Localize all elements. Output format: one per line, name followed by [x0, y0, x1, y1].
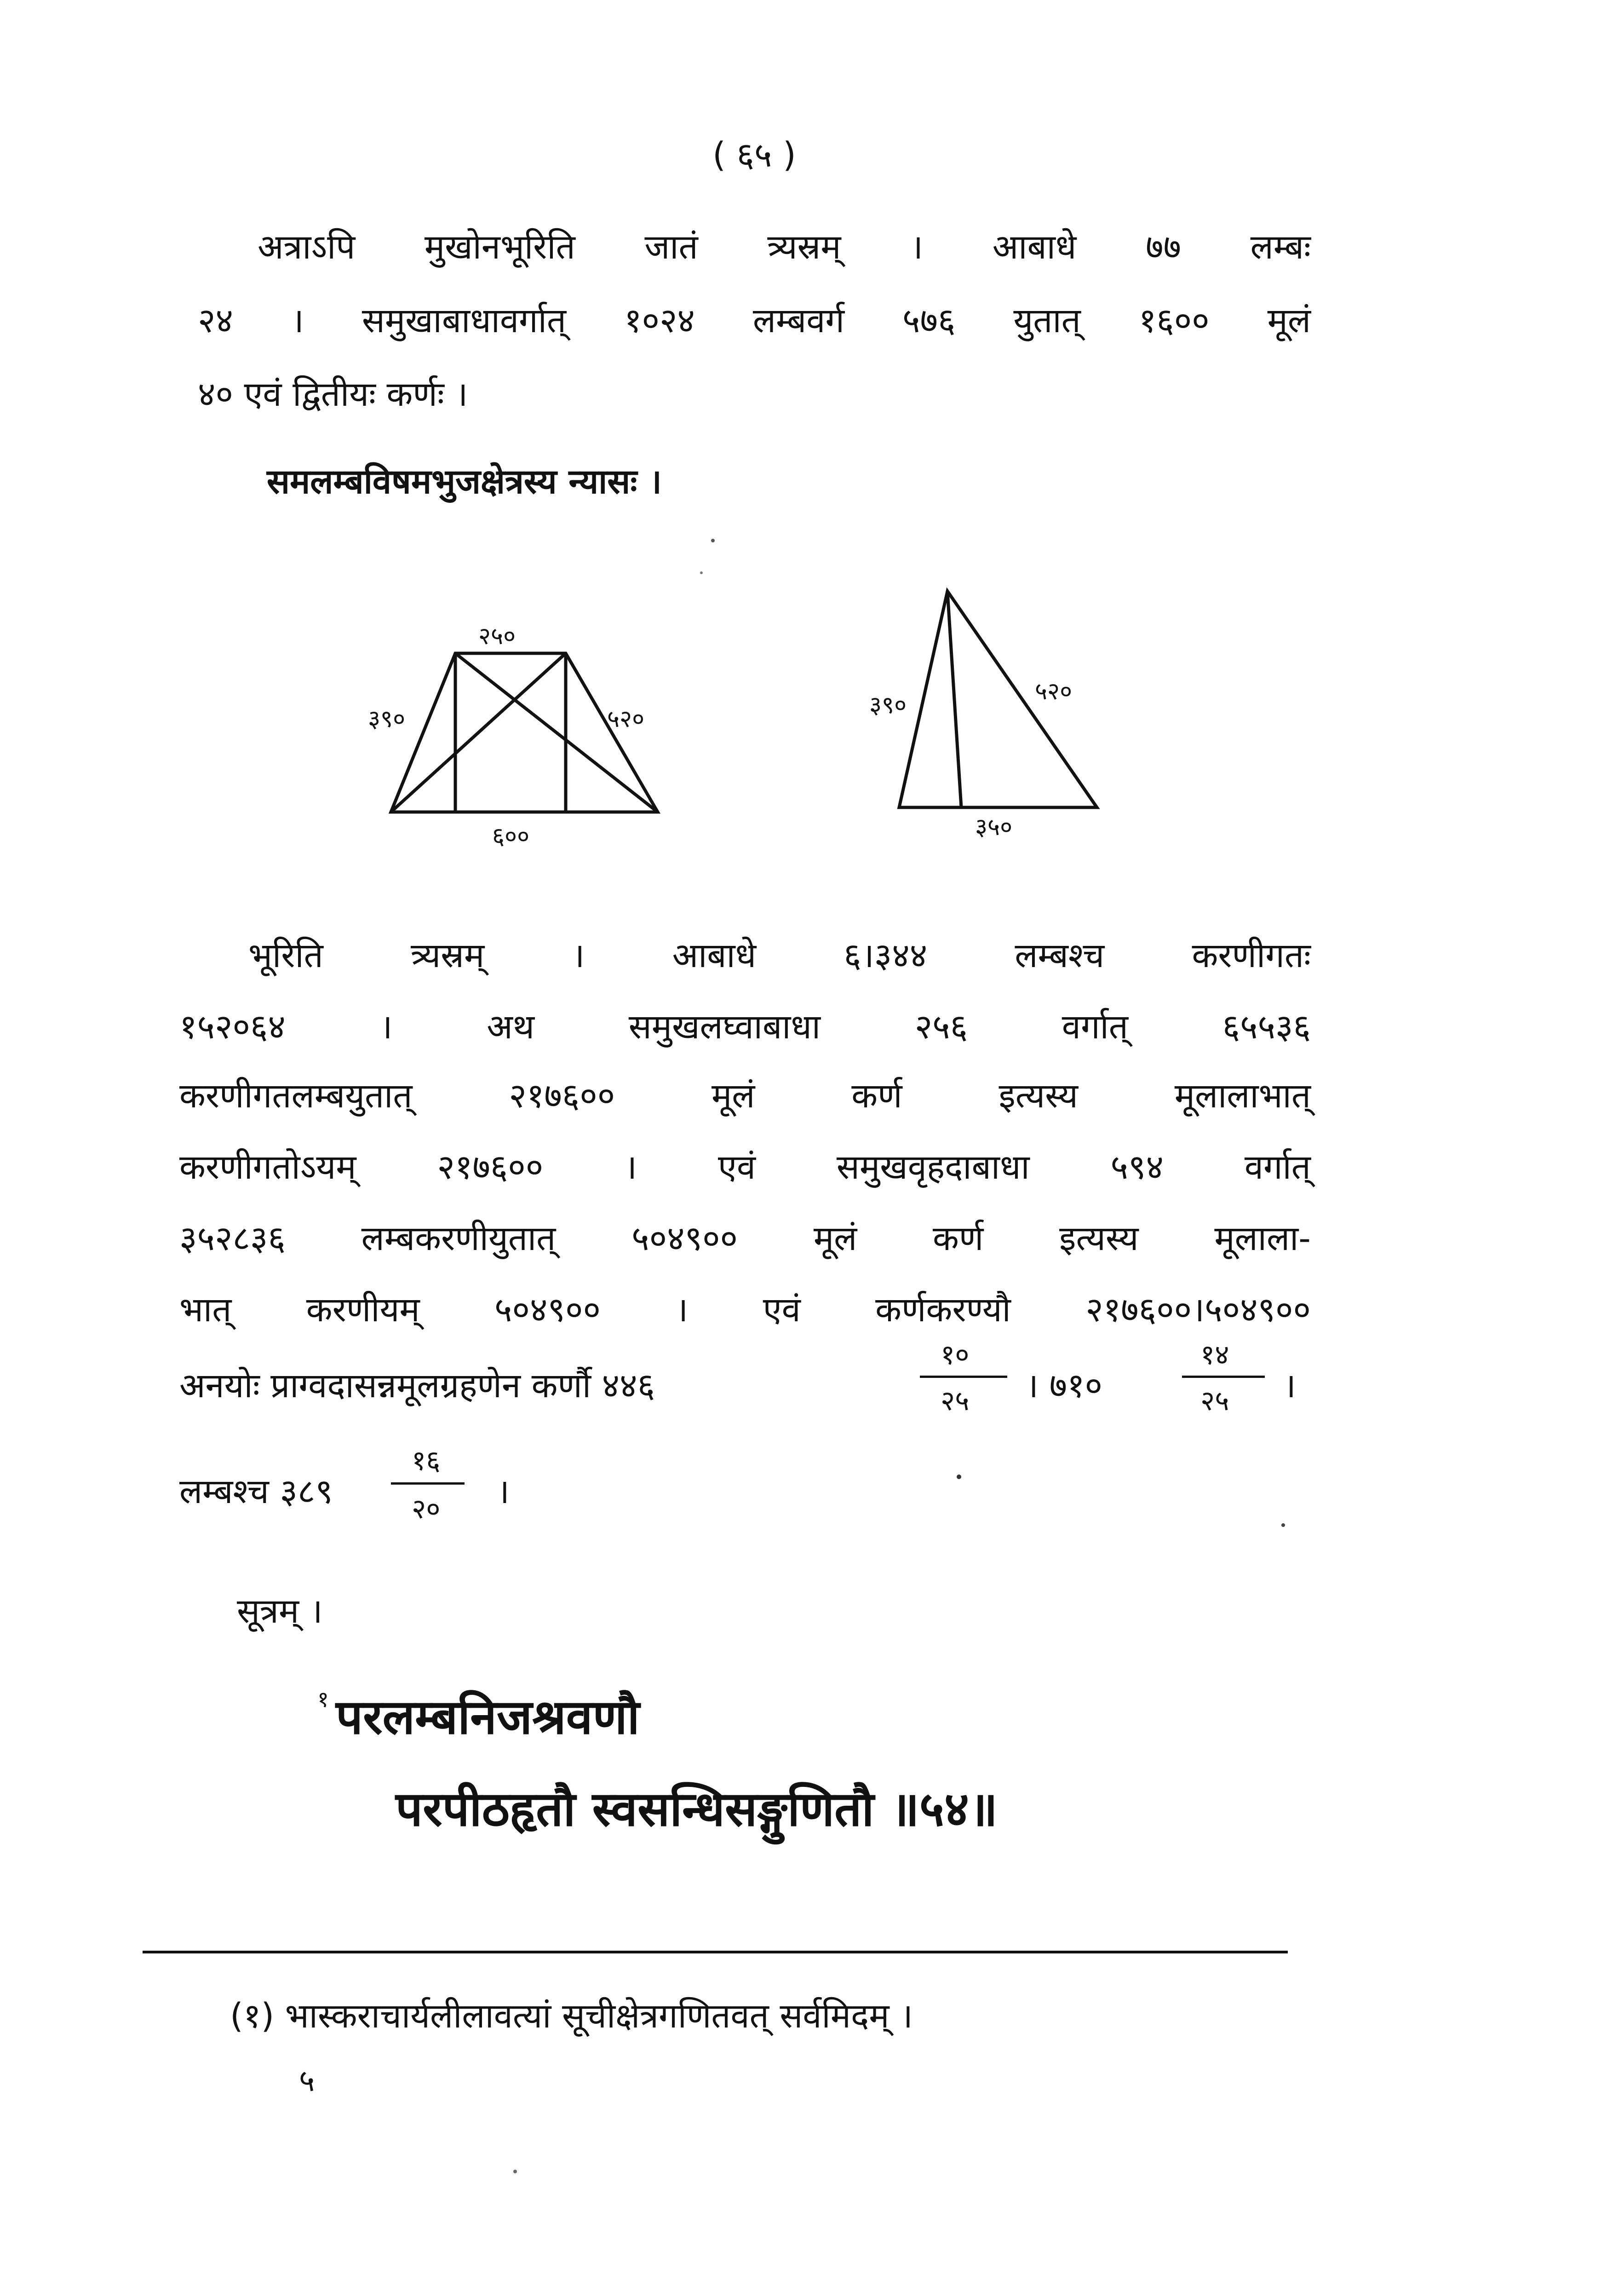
paragraph2-line7-lead: अनयोः प्राग्वदासन्नमूलग्रहणेन कर्णौ ४४६: [179, 1366, 655, 1405]
scan-speck: [711, 539, 715, 542]
paragraph2-line7-end: ।: [1283, 1366, 1297, 1405]
paragraph2-line8-lead: लम्बश्च ३८९: [179, 1472, 333, 1511]
paragraph2-line2: १५२०६४ । अथ समुखलघ्वाबाधा २५६ वर्गात् ६५५३६: [179, 1007, 1311, 1047]
trapezium-left-label: ३९०: [368, 705, 406, 733]
triangle-bottom-label: ३५०: [975, 813, 1013, 841]
trapezium-right-label: ५२०: [607, 705, 645, 733]
paragraph2-line8-end: ।: [497, 1472, 510, 1511]
paragraph2-line3: करणीगतलम्बयुतात् २१७६०० मूलं कर्ण इत्यस्य मूलालाभात्: [179, 1076, 1311, 1116]
sutra-heading: सूत्रम् ।: [237, 1591, 323, 1631]
verse-line1: परलम्बनिजश्रवणौ: [336, 1689, 640, 1745]
verse-line2: परपीठहृतौ स्वसन्धिसङ्गुणितौ ॥५४॥: [396, 1781, 998, 1837]
scan-speck: [1281, 1523, 1285, 1527]
trapezium-top-label: २५०: [478, 622, 516, 650]
footnote-divider: [143, 1951, 1288, 1953]
fraction2-denominator: २५: [1200, 1385, 1229, 1417]
verse-footnote-marker: १: [317, 1687, 329, 1712]
scan-speck: [957, 1475, 961, 1479]
paragraph2-line6: भात् करणीयम् ५०४९०० । एवं कर्णकरण्यौ २१७६००।५०४९००: [179, 1290, 1311, 1330]
paragraph2-line5: ३५२८३६ लम्बकरणीयुतात् ५०४९०० मूलं कर्ण इत्यस्य मूलाला-: [179, 1219, 1311, 1258]
triangle-altitude: [947, 591, 961, 807]
trapezium-bottom-label: ६००: [492, 823, 530, 850]
fraction2-numerator: १४: [1200, 1339, 1229, 1371]
nyasa-heading: समलम्बविषमभुजक्षेत्रस्य न्यासः ।: [267, 462, 662, 501]
triangle-left-label: ३९०: [869, 691, 907, 719]
fraction3-denominator: २०: [412, 1493, 441, 1525]
paragraph2-line1: भूरिति त्र्यस्रम् । आबाधे ६।३४४ लम्बश्च करणीगतः: [248, 936, 1311, 975]
paragraph2-line4: करणीगतोऽयम् २१७६०० । एवं समुखवृहदाबाधा ५९४ वर्गात्: [179, 1147, 1311, 1187]
fraction1-numerator: १०: [941, 1339, 970, 1371]
paragraph1-line1: अत्राऽपि मुखोनभूरिति जातं त्र्यस्रम् । आबाधे ७७ लम्बः: [258, 227, 1311, 267]
fraction3-bar: [391, 1482, 465, 1485]
paragraph2-line7-mid: । ७१०: [1026, 1366, 1103, 1405]
footnote-text: (१) भास्कराचार्यलीलावत्यां सूचीक्षेत्रगणितवत् सर्वमिदम् ।: [230, 1996, 913, 2036]
triangle-right-label: ५२०: [1035, 678, 1073, 705]
page-number: ( ६५ ): [712, 135, 796, 175]
scan-speck: [513, 2170, 517, 2173]
trapezium-diagonal-right: [391, 653, 566, 812]
fraction1-bar: [920, 1376, 1007, 1378]
fraction2-bar: [1182, 1376, 1265, 1378]
fraction1-denominator: २५: [941, 1385, 970, 1417]
scan-speck: [700, 571, 703, 574]
signature-mark: ५: [299, 2063, 315, 2098]
fraction3-numerator: १६: [412, 1445, 441, 1477]
paragraph1-line2: २४ । समुखाबाधावर्गात् १०२४ लम्बवर्ग ५७६ युतात् १६०० मूलं: [198, 301, 1311, 340]
paragraph1-line3: ४० एवं द्वितीयः कर्णः ।: [198, 374, 468, 414]
